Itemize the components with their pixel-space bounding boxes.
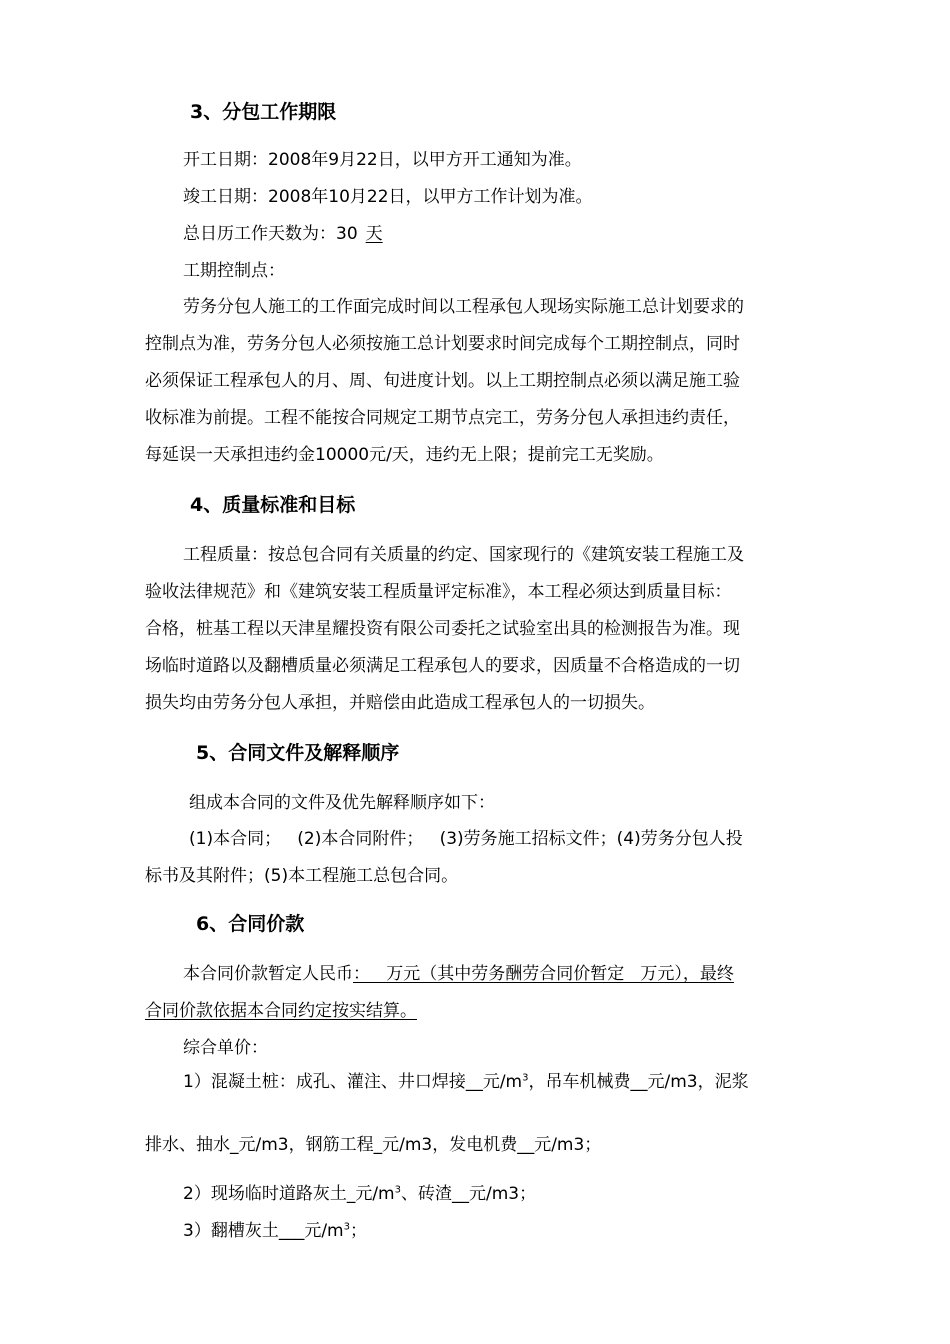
unit-price-item-1 — [183, 1072, 749, 1092]
total-days-line — [183, 224, 383, 244]
quality-para-line: 工程质量：按总包合同有关质量的约定、国家现行的《建筑安装工程施工及 — [183, 545, 744, 565]
quality-para-line: 合格，桩基工程以天津星耀投资有限公司委托之试验室出具的检测报告为准。现 — [145, 619, 740, 639]
contract-price-underlined-line: 合同价款依据本合同约定按实结算。 — [145, 1001, 417, 1021]
schedule-para-line: 每延误一天承担违约金10000元/天，违约无上限；提前完工无奖励。 — [145, 445, 664, 465]
total-days-label: 总日历工作天数为：30 — [183, 224, 358, 244]
unit-price-item-2 — [183, 1184, 536, 1204]
control-point-label: 工期控制点： — [183, 261, 285, 281]
item-2-text: 2）现场临时道路灰土_元/m — [183, 1184, 395, 1204]
item-1-text-cont: ，吊车机械费__元/m3，泥浆 — [528, 1072, 749, 1092]
contract-price-lead: 本合同价款暂定人民币 — [183, 964, 353, 984]
schedule-para-line: 收标准为前提。工程不能按合同规定工期节点完工，劳务分包人承担违约责任， — [145, 408, 740, 428]
item-3-superscript: 3 — [343, 1221, 350, 1233]
total-days-unit: 天 — [365, 224, 383, 244]
section-6-heading: 6、合同价款 — [196, 913, 305, 935]
item-3-text: 3）翻槽灰土___元/m — [183, 1221, 344, 1241]
contract-price-underlined: ： 万元（其中劳务酬劳合同价暂定 万元），最终 — [353, 964, 734, 984]
section-4-heading: 4、质量标准和目标 — [190, 494, 356, 516]
documents-order-line: 标书及其附件；(5)本工程施工总包合同。 — [145, 866, 459, 886]
quality-para-line: 场临时道路以及翻槽质量必须满足工程承包人的要求，因质量不合格造成的一切 — [145, 656, 740, 676]
item-2-superscript: 3 — [394, 1184, 401, 1196]
schedule-para-line: 劳务分包人施工的工作面完成时间以工程承包人现场实际施工总计划要求的 — [183, 297, 744, 317]
end-date-line: 竣工日期：2008年10月22日，以甲方工作计划为准。 — [183, 187, 593, 207]
documents-intro: 组成本合同的文件及优先解释顺序如下： — [189, 793, 495, 813]
unit-price-item-3 — [183, 1221, 367, 1241]
quality-para-line: 验收法律规范》和《建筑安装工程质量评定标准》，本工程必须达到质量目标： — [145, 582, 732, 602]
item-1-text: 1）混凝土桩：成孔、灌注、井口焊接__元/m — [183, 1072, 523, 1092]
section-5-heading: 5、合同文件及解释顺序 — [196, 742, 400, 764]
item-3-text-cont: ； — [349, 1221, 367, 1241]
section-3-heading: 3、分包工作期限 — [190, 101, 337, 123]
item-1-superscript: 3 — [522, 1072, 529, 1084]
start-date-line: 开工日期：2008年9月22日，以甲方开工通知为准。 — [183, 150, 582, 170]
quality-para-line: 损失均由劳务分包人承担，并赔偿由此造成工程承包人的一切损失。 — [145, 693, 655, 713]
unit-price-label: 综合单价： — [183, 1038, 268, 1058]
schedule-para-line: 控制点为准，劳务分包人必须按施工总计划要求时间完成每个工期控制点，同时 — [145, 334, 740, 354]
documents-order-line: (1)本合同； (2)本合同附件； (3)劳务施工招标文件；(4)劳务分包人投 — [189, 829, 743, 849]
schedule-para-line: 必须保证工程承包人的月、周、旬进度计划。以上工期控制点必须以满足施工验 — [145, 371, 740, 391]
item-2-text-cont: 、砖渣__元/m3； — [400, 1184, 537, 1204]
contract-price-line — [183, 964, 734, 984]
unit-price-item-1-cont: 排水、抽水_元/m3，钢筋工程_元/m3，发电机费__元/m3； — [145, 1135, 602, 1155]
